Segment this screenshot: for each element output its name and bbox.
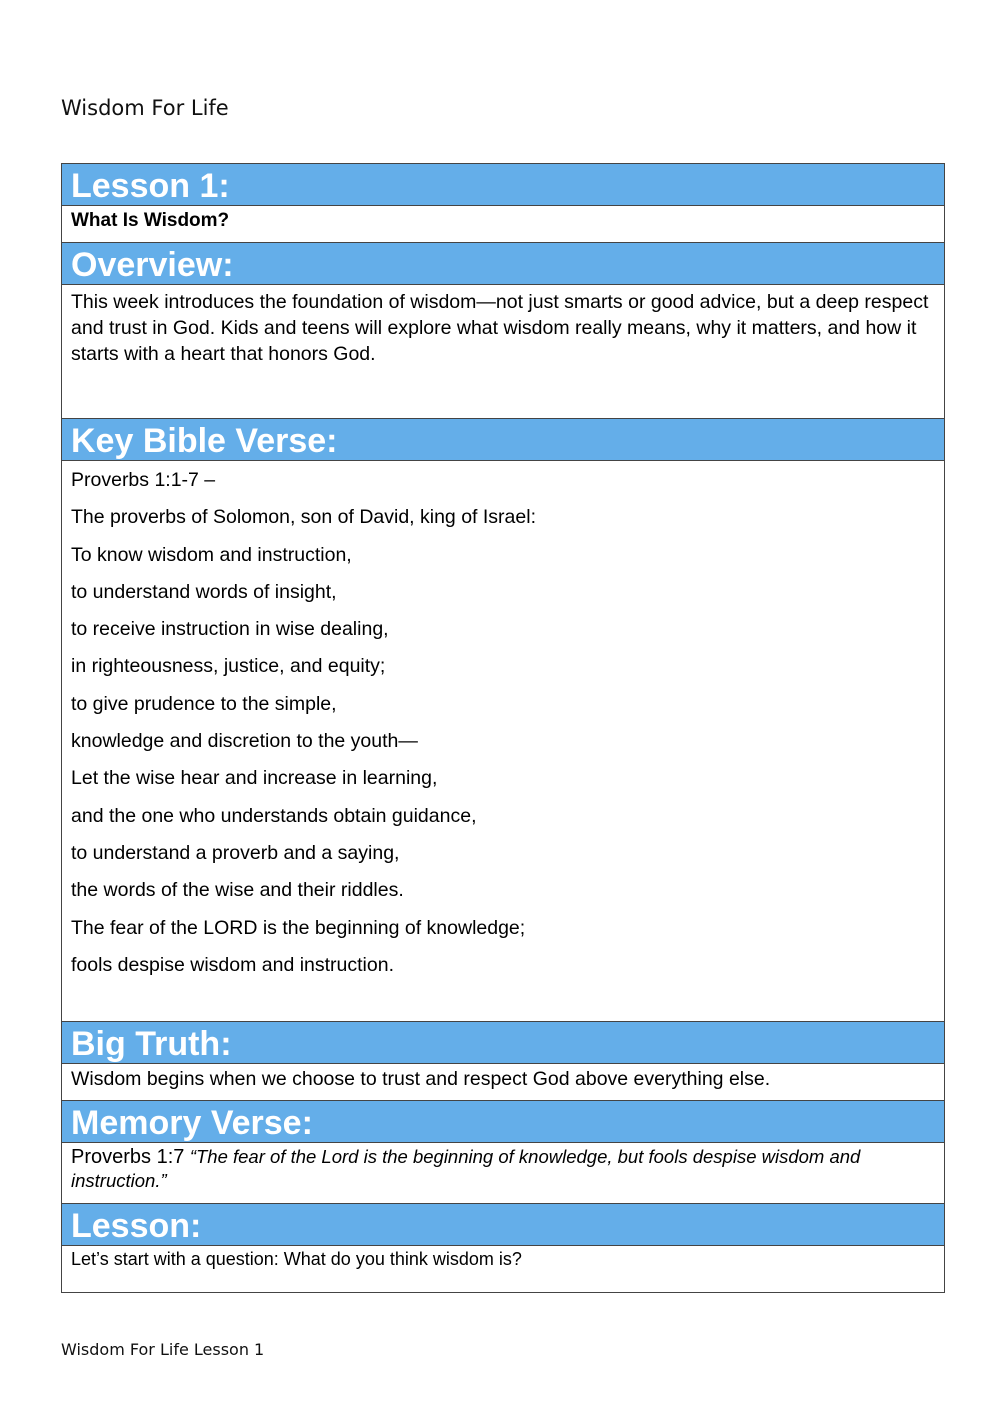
verse-line: to receive instruction in wise dealing, bbox=[71, 618, 389, 641]
lesson-table bbox=[61, 163, 945, 1293]
big-truth-text: Wisdom begins when we choose to trust and respect God above everything else. bbox=[62, 1064, 944, 1101]
verse-line: to understand a proverb and a saying, bbox=[71, 841, 400, 864]
memory-verse-body bbox=[62, 1143, 944, 1204]
verse-line: the words of the wise and their riddles. bbox=[71, 879, 404, 902]
document-header: Wisdom For Life bbox=[61, 96, 229, 120]
verse-line: to understand words of insight, bbox=[71, 580, 337, 603]
verse-line: The fear of the LORD is the beginning of knowledge; bbox=[71, 916, 526, 939]
lesson-title: What Is Wisdom? bbox=[62, 206, 944, 243]
verse-line: fools despise wisdom and instruction. bbox=[71, 953, 394, 976]
memory-verse-heading: Memory Verse: bbox=[62, 1101, 944, 1143]
verse-line: knowledge and discretion to the youth— bbox=[71, 730, 418, 753]
lesson-heading: Lesson: bbox=[62, 1204, 944, 1246]
verse-line: and the one who understands obtain guidance, bbox=[71, 804, 477, 827]
document-footer: Wisdom For Life Lesson 1 bbox=[61, 1340, 265, 1359]
verse-line: in righteousness, justice, and equity; bbox=[71, 655, 386, 678]
verse-line: Proverbs 1:1-7 – bbox=[71, 469, 216, 491]
verse-line: To know wisdom and instruction, bbox=[71, 543, 352, 566]
overview-text: This week introduces the foundation of wisdom—not just smarts or good advice, but a deep respect and trust in God. Kids and teens will explore what wisdom really means, why it matters, and how it starts with a heart that honors God. bbox=[62, 285, 944, 419]
lesson-number-heading: Lesson 1: bbox=[62, 164, 944, 206]
verse-line: Let the wise hear and increase in learning, bbox=[71, 767, 438, 790]
key-bible-verse-heading: Key Bible Verse: bbox=[62, 419, 944, 461]
overview-heading: Overview: bbox=[62, 243, 944, 285]
verse-line: The proverbs of Solomon, son of David, king of Israel: bbox=[71, 506, 536, 529]
memory-verse-quote: “The fear of the Lord is the beginning of knowledge, but fools despise wisdom and instruction.” bbox=[71, 1146, 861, 1191]
big-truth-heading: Big Truth: bbox=[62, 1022, 944, 1064]
verse-line: to give prudence to the simple, bbox=[71, 692, 337, 715]
memory-verse-reference: Proverbs 1:7 bbox=[71, 1146, 185, 1168]
key-bible-verse-body bbox=[62, 461, 944, 1022]
lesson-text: Let’s start with a question: What do you think wisdom is? bbox=[71, 1249, 522, 1269]
